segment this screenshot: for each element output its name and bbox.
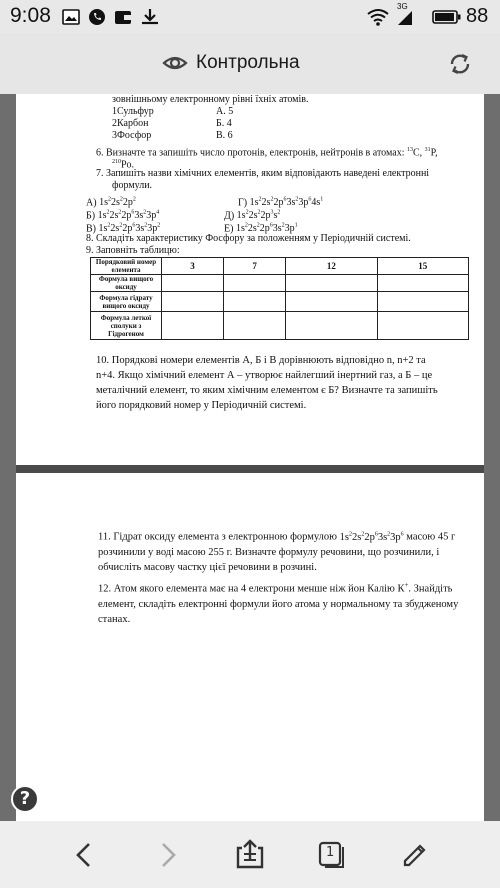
option-label: Г) bbox=[238, 197, 250, 209]
sync-icon[interactable] bbox=[447, 51, 473, 77]
question-12-text: 12. Атом якого елемента має на 4 електрони менше ніж йон Калію К bbox=[98, 583, 405, 595]
electron-count: 6 bbox=[131, 210, 135, 216]
orbital: 2s bbox=[247, 223, 257, 235]
orbital: 2p bbox=[259, 223, 270, 235]
table-cell bbox=[224, 312, 286, 340]
table-cell bbox=[162, 275, 224, 292]
question-7: 7. Запишіть назви хімічних елементів, яким відповідають наведені електронні bbox=[96, 168, 430, 179]
orbital: 1s bbox=[97, 210, 107, 222]
table-cell bbox=[224, 292, 286, 312]
wifi-icon bbox=[366, 8, 390, 26]
electron-count: 6 bbox=[374, 531, 378, 537]
electron-count: 2 bbox=[245, 210, 249, 216]
orbital: 2p bbox=[364, 531, 375, 543]
electron-count: 2 bbox=[258, 197, 262, 203]
orbital: 2p bbox=[260, 210, 271, 222]
task-intro: зовнішньому електронному рівні їхніх атомів. bbox=[112, 94, 309, 105]
orbital: 3s bbox=[272, 223, 282, 235]
wallet-icon bbox=[114, 8, 132, 26]
page-separator bbox=[16, 465, 484, 473]
electron-count: 6 bbox=[269, 223, 273, 229]
electron-count: 3 bbox=[270, 210, 274, 216]
question-11-text: масою 45 г розчинили у воді масою 255 г. Визначте формулу речовини, що розчинили, і обчисліть масову частку цієї речовини в розчині. bbox=[98, 531, 456, 573]
table-cell bbox=[162, 292, 224, 312]
question-12-text: . Знайдіть елемент, складіть електронні формули його атома у нормальному та збудженому станах. bbox=[98, 583, 459, 625]
orbital: 3s bbox=[377, 531, 388, 543]
orbital: 3p bbox=[298, 197, 309, 209]
mass-number: 210 bbox=[112, 159, 121, 165]
electron-count: 2 bbox=[132, 197, 136, 203]
orbital: 1s bbox=[98, 223, 108, 235]
question-11 bbox=[98, 527, 464, 575]
viber-icon bbox=[88, 8, 106, 26]
orbital: 1s bbox=[236, 210, 246, 222]
option-label: В) bbox=[86, 223, 99, 235]
element-symbol: Po. bbox=[121, 159, 135, 171]
table-row-label: Формула вищого оксиду bbox=[91, 275, 162, 292]
electron-count: 2 bbox=[118, 210, 122, 216]
document-page-1[interactable] bbox=[16, 94, 484, 465]
electron-count: 2 bbox=[277, 210, 281, 216]
orbital: 2s bbox=[261, 197, 271, 209]
orbital: 1s bbox=[249, 197, 259, 209]
electron-count: 2 bbox=[107, 223, 111, 229]
orbital: 2p bbox=[121, 210, 132, 222]
question-12 bbox=[98, 578, 464, 627]
table-cell bbox=[286, 275, 377, 292]
table-row bbox=[91, 292, 469, 312]
electron-count: 6 bbox=[283, 197, 287, 203]
page-count: 1 bbox=[326, 845, 335, 860]
orbital: 3s bbox=[135, 223, 145, 235]
share-icon[interactable] bbox=[234, 838, 266, 870]
battery-icon bbox=[432, 8, 462, 26]
option-label: Б) bbox=[86, 210, 98, 222]
orbital: 3s bbox=[286, 197, 296, 209]
electron-count: 2 bbox=[281, 223, 285, 229]
edit-icon[interactable] bbox=[400, 839, 430, 869]
electron-count: 2 bbox=[119, 197, 123, 203]
electron-count: 2 bbox=[143, 210, 147, 216]
electron-count: 2 bbox=[106, 210, 110, 216]
element-symbol: P, bbox=[430, 147, 438, 159]
orbital: 2s bbox=[351, 531, 362, 543]
table-header-cell: 12 bbox=[286, 258, 377, 275]
table-cell bbox=[377, 312, 468, 340]
table-row bbox=[91, 312, 469, 340]
question-10: 10. Порядкові номери елементів А, Б і В дорівнюють відповідно n, n+2 та n+4. Якщо хімічний елемент А – утворює найлегший інертний газ, а Б – це металічний елемент, то яким хімічним елементом є Б? Визначте та запишіть його порядковий номер у Періодичній системі. bbox=[96, 355, 438, 411]
battery-level: 88 bbox=[466, 5, 489, 27]
electron-count: 2 bbox=[295, 197, 299, 203]
electron-count: 2 bbox=[361, 531, 365, 537]
orbital: 3p bbox=[146, 210, 157, 222]
electron-count: 2 bbox=[257, 210, 261, 216]
download-icon bbox=[140, 8, 160, 26]
mass-number: 31 bbox=[424, 147, 431, 153]
orbital: 2p bbox=[122, 197, 133, 209]
orbital: 2s bbox=[248, 210, 258, 222]
orbital: 2p bbox=[122, 223, 133, 235]
bottom-navigation bbox=[0, 821, 500, 888]
pair-left: 3Фосфор bbox=[112, 130, 152, 141]
option-label: Е) bbox=[224, 223, 236, 235]
table-cell bbox=[224, 275, 286, 292]
electron-count: 6 bbox=[132, 223, 136, 229]
electron-count: 1 bbox=[294, 223, 298, 229]
orbital: 1s bbox=[339, 531, 349, 543]
orbital: 1s bbox=[235, 223, 245, 235]
pair-right: Б. 4 bbox=[216, 118, 232, 129]
table-cell bbox=[377, 275, 468, 292]
option-label: А) bbox=[86, 197, 100, 209]
ion-charge: + bbox=[404, 581, 409, 589]
signal-icon bbox=[396, 8, 414, 26]
document-page-2[interactable] bbox=[16, 473, 484, 821]
table-cell bbox=[377, 292, 468, 312]
back-arrow-icon[interactable] bbox=[72, 841, 96, 869]
orbital: 3s bbox=[134, 210, 144, 222]
forward-arrow-icon[interactable] bbox=[156, 841, 180, 869]
document-title: Контрольна bbox=[196, 52, 300, 73]
electron-count: 2 bbox=[144, 223, 148, 229]
table-header-cell: Порядковий номер елемента bbox=[91, 258, 162, 275]
electron-count: 2 bbox=[270, 197, 274, 203]
electron-count: 2 bbox=[119, 223, 123, 229]
table-header-cell: 15 bbox=[377, 258, 468, 275]
mass-number: 13 bbox=[406, 147, 413, 153]
orbital: 3p bbox=[284, 223, 295, 235]
viewer-margin-right bbox=[484, 94, 500, 821]
option-label: Д) bbox=[224, 210, 237, 222]
orbital: 3p bbox=[147, 223, 158, 235]
table-row-label: Формула леткої сполуки з Гідрогеном bbox=[91, 312, 162, 340]
electron-count: 1 bbox=[320, 197, 324, 203]
pages-button[interactable] bbox=[317, 840, 345, 868]
electron-count: 2 bbox=[107, 197, 111, 203]
table-row bbox=[91, 275, 469, 292]
clock: 9:08 bbox=[10, 4, 51, 27]
electron-formula bbox=[340, 532, 404, 543]
orbital: 2s bbox=[110, 223, 120, 235]
orbital: 2p bbox=[273, 197, 284, 209]
element-symbol: C, bbox=[412, 147, 425, 159]
table-header-cell: 3 bbox=[162, 258, 224, 275]
orbital: 2s bbox=[110, 197, 120, 209]
pair-left: 1Сульфур bbox=[112, 106, 154, 117]
help-button[interactable]: ? bbox=[11, 785, 39, 813]
table-cell bbox=[286, 292, 377, 312]
question-6 bbox=[96, 144, 438, 159]
electron-count: 2 bbox=[244, 223, 248, 229]
orbital: 1s bbox=[99, 197, 108, 209]
pair-right: А. 5 bbox=[216, 106, 234, 117]
status-bar bbox=[0, 0, 500, 34]
table-header-cell: 7 bbox=[224, 258, 286, 275]
electron-count: 6 bbox=[400, 531, 404, 537]
question-8: 8. Складіть характеристику Фосфору за положенням у Періодичній системі. bbox=[86, 233, 411, 244]
eye-icon[interactable] bbox=[162, 52, 188, 74]
electron-count: 2 bbox=[348, 531, 352, 537]
pair-right: В. 6 bbox=[216, 130, 233, 141]
question-6-text: 6. Визначте та запишіть число протонів, електронів, нейтронів в атомах: bbox=[96, 147, 407, 159]
question-9-table bbox=[90, 257, 469, 340]
electron-count: 2 bbox=[157, 223, 161, 229]
orbital: 3p bbox=[390, 531, 401, 543]
question-11-text: 11. Гідрат оксиду елемента з електронною формулою bbox=[98, 531, 340, 543]
orbital: 2s bbox=[109, 210, 119, 222]
pair-left: 2Карбон bbox=[112, 118, 149, 129]
electron-count: 4 bbox=[156, 210, 160, 216]
orbital: s bbox=[273, 210, 278, 222]
orbital: 4s bbox=[311, 197, 321, 209]
electron-count: 6 bbox=[308, 197, 312, 203]
question-7-cont: формули. bbox=[112, 180, 153, 191]
table-cell bbox=[162, 312, 224, 340]
image-notification-icon bbox=[62, 8, 80, 26]
electron-count: 2 bbox=[387, 531, 391, 537]
network-type: 3G bbox=[397, 2, 408, 11]
app-bar bbox=[0, 34, 500, 94]
question-9: 9. Заповніть таблицю: bbox=[86, 245, 180, 256]
electron-count: 2 bbox=[256, 223, 260, 229]
viewer-margin-left bbox=[0, 94, 16, 821]
table-row-label: Формула гідрату вищого оксиду bbox=[91, 292, 162, 312]
table-header-row bbox=[91, 258, 469, 275]
table-cell bbox=[286, 312, 377, 340]
